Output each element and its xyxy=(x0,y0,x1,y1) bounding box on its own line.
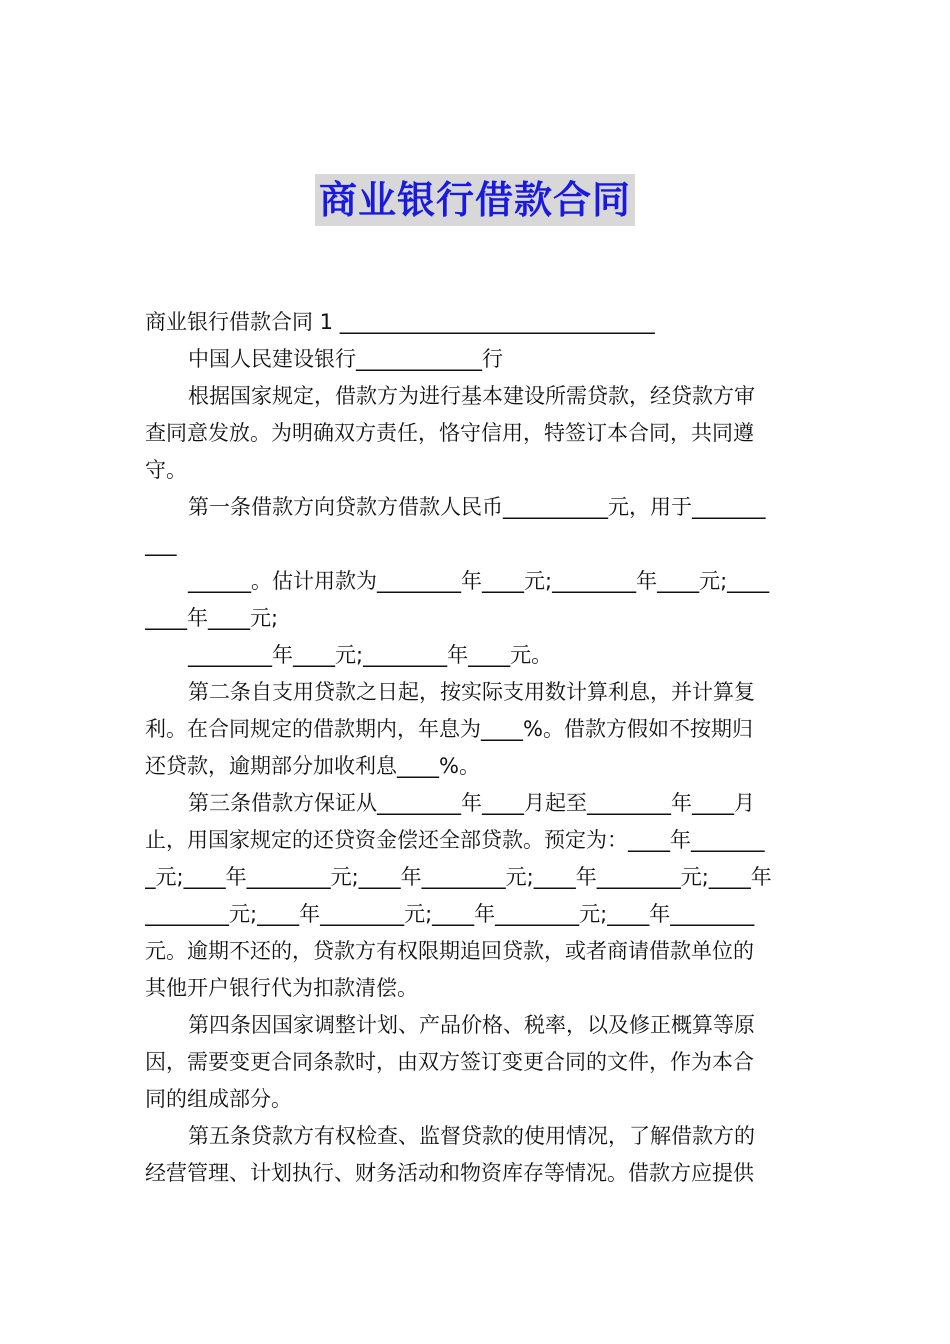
article-3-line: 第三条借款方保证从________年____月起至________年____月 xyxy=(188,791,755,815)
document-body xyxy=(145,304,807,1192)
article-1-line: 第一条借款方向贷款方借款人民币__________元，用于_______ xyxy=(188,495,766,519)
preamble-line: 守。 xyxy=(145,458,187,482)
article-3-line: 止，用国家规定的还贷资金偿还全部贷款。预定为：____年_______ xyxy=(145,828,765,852)
article-4-line: 第四条因国家调整计划、产品价格、税率，以及修正概算等原 xyxy=(188,1013,755,1037)
article-2-line: 利。在合同规定的借款期内，年息为____%。借款方假如不按期归 xyxy=(145,717,753,741)
article-3-line: _元;____年________元;____年________元;____年________元;____年 xyxy=(145,865,772,889)
article-3-line: ________元;____年________元;____年________元;____年________ xyxy=(145,902,755,926)
article-2-line: 第二条自支用贷款之日起，按实际支用数计算利息，并计算复 xyxy=(188,680,755,704)
article-4-line: 因，需要变更合同条款时，由双方签订变更合同的文件，作为本合 xyxy=(145,1050,754,1074)
document-title: 商业银行借款合同 xyxy=(315,174,635,226)
article-5-line: 第五条贷款方有权检查、监督贷款的使用情况，了解借款方的 xyxy=(188,1124,755,1148)
contract-heading-line: 商业银行借款合同 1 ______________________________ xyxy=(145,310,655,334)
article-1-line: ___ xyxy=(145,532,177,556)
article-3-line: 元。逾期不还的，贷款方有权限期追回贷款，或者商请借款单位的 xyxy=(145,939,754,963)
bank-name-line: 中国人民建设银行____________行 xyxy=(188,347,503,371)
article-3-line: 其他开户银行代为扣款清偿。 xyxy=(145,976,418,1000)
article-4-line: 同的组成部分。 xyxy=(145,1087,292,1111)
article-1-line: ______。估计用款为________年____元;________年____元;____ xyxy=(188,569,770,593)
article-5-line: 经营管理、计划执行、财务活动和物资库存等情况。借款方应提供 xyxy=(145,1161,754,1185)
preamble-line: 根据国家规定，借款方为进行基本建设所需贷款，经贷款方审 xyxy=(188,384,755,408)
article-2-line: 还贷款，逾期部分加收利息____%。 xyxy=(145,754,480,778)
preamble-line: 查同意发放。为明确双方责任，恪守信用，特签订本合同，共同遵 xyxy=(145,421,754,445)
title-container xyxy=(0,174,950,226)
article-1-line: ________年____元;________年____元。 xyxy=(188,643,553,667)
article-1-line: ____年____元; xyxy=(145,606,279,630)
